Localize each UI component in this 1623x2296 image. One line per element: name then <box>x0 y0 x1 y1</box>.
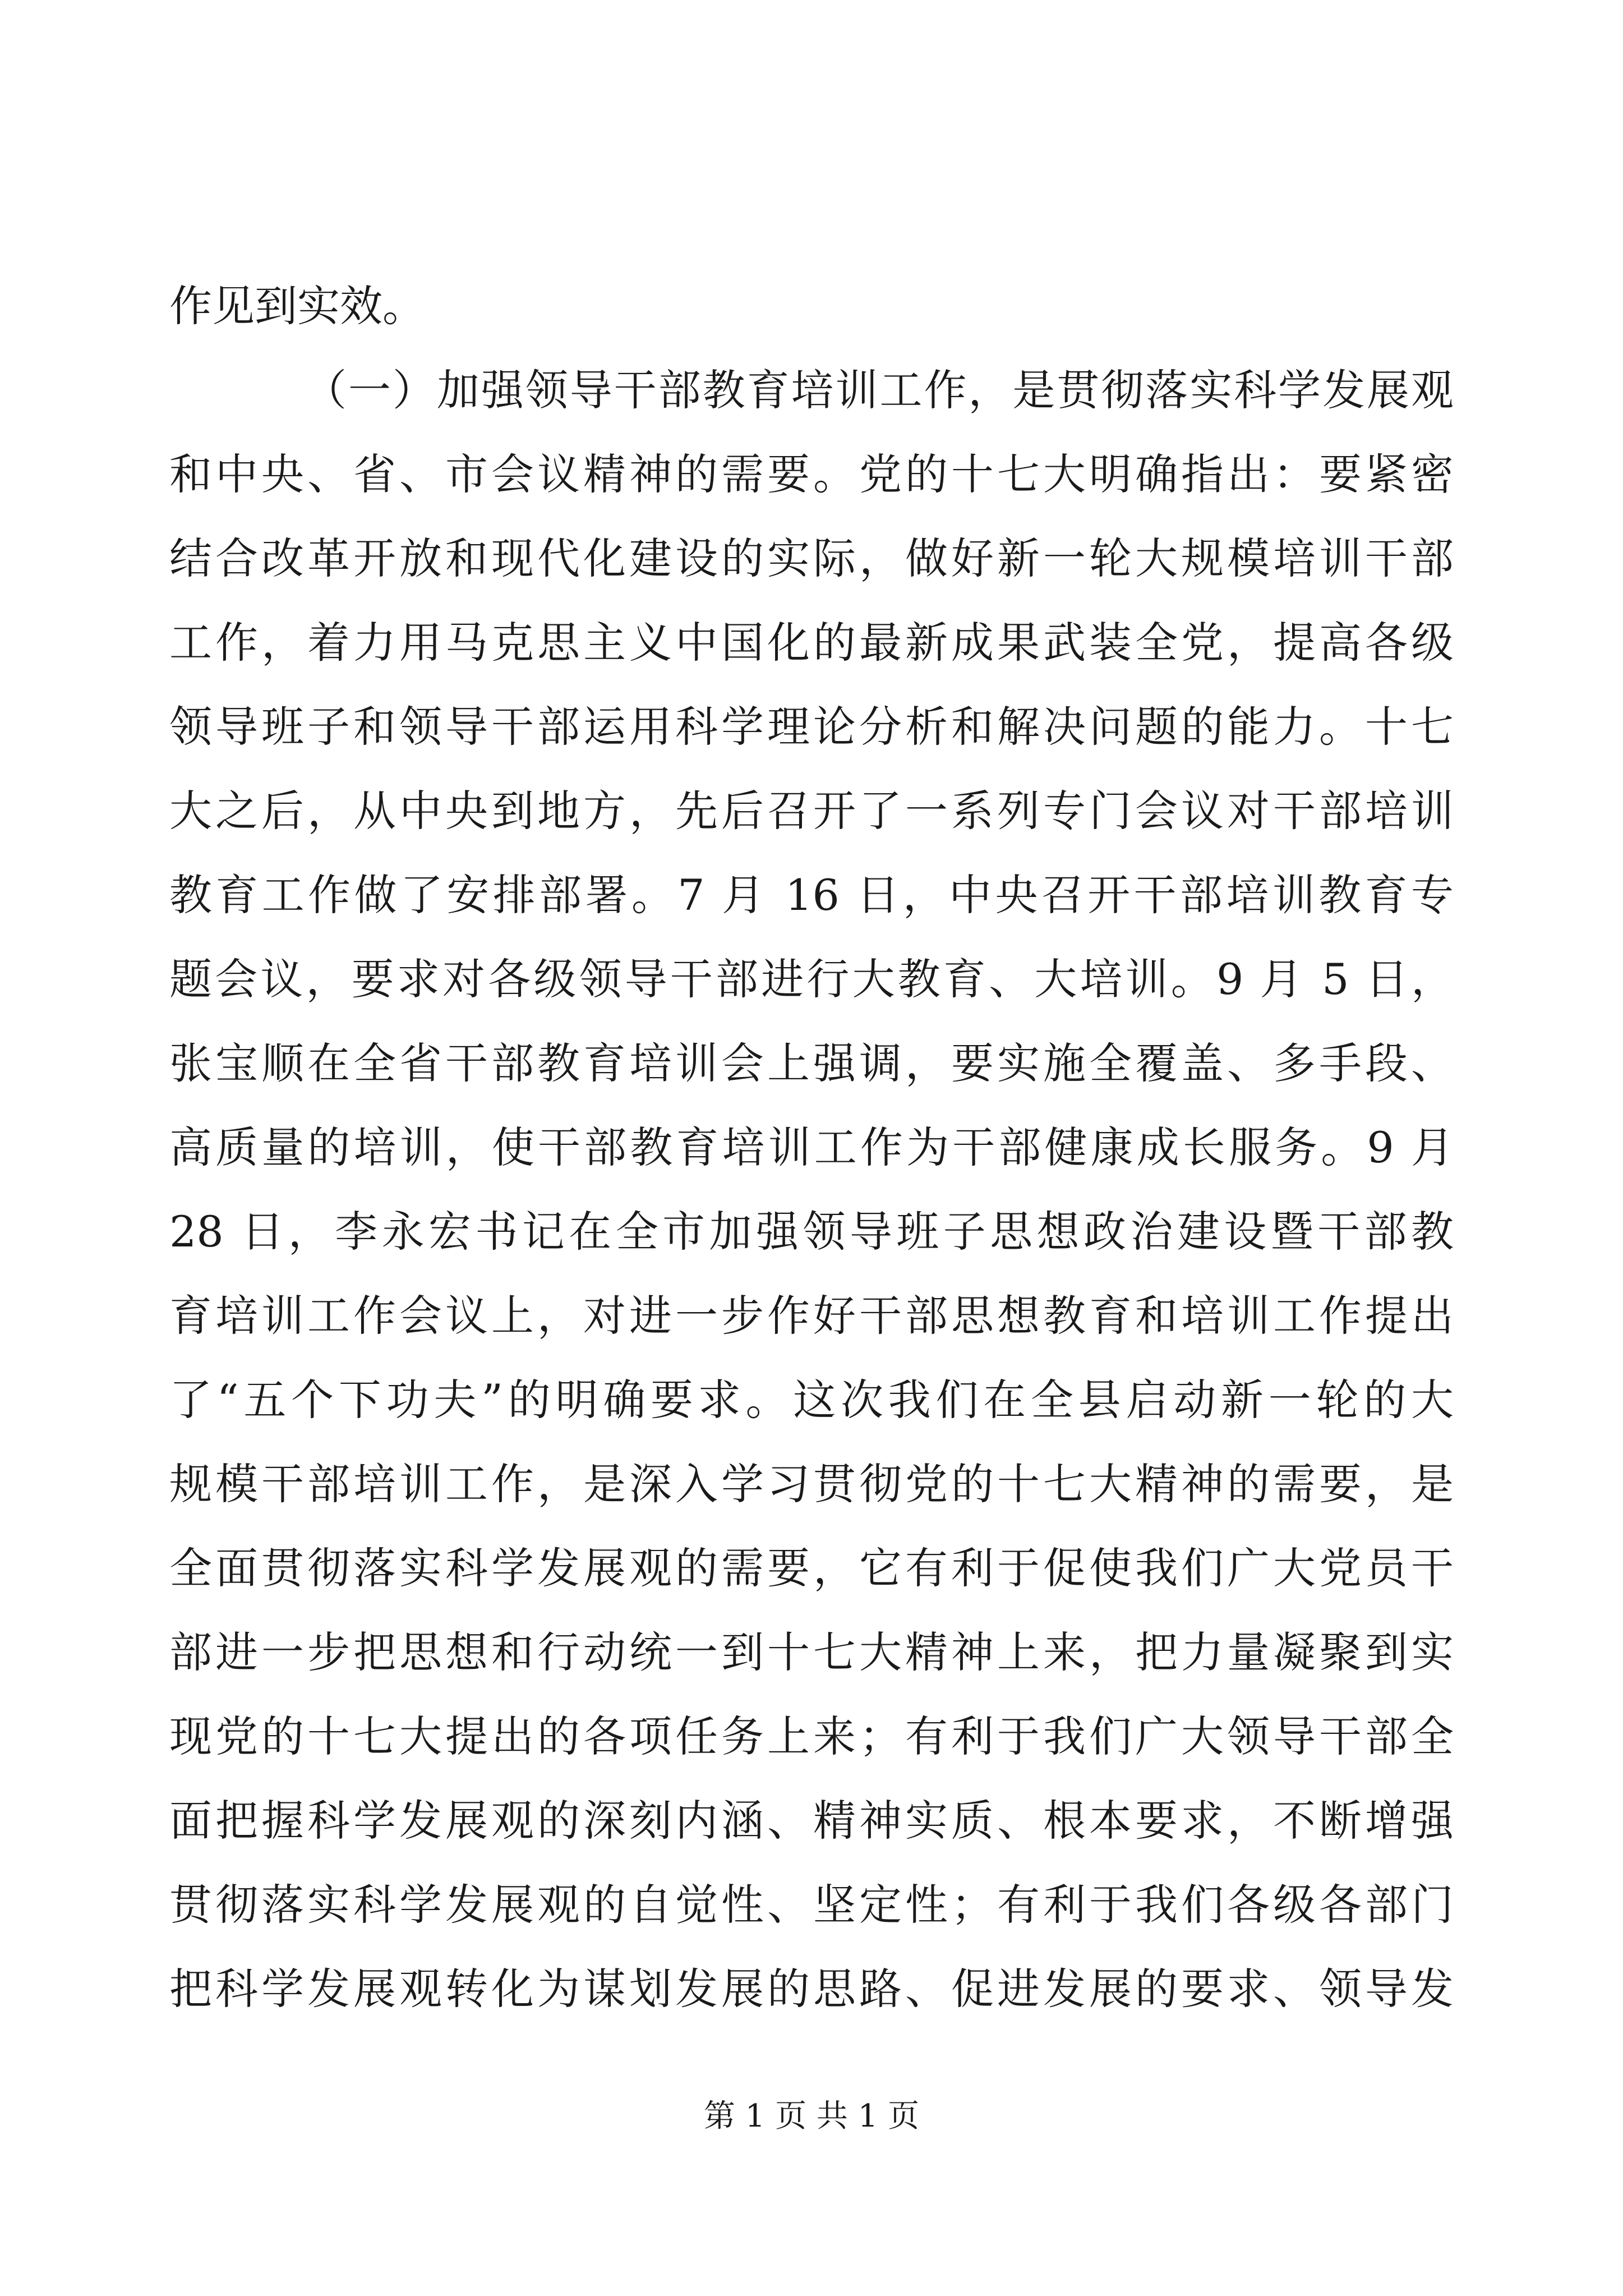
page-footer <box>0 2097 1623 2136</box>
page-number-label: 第 1 页 共 1 页 <box>703 2098 920 2134</box>
text-line: 工作，着力用马克思主义中国化的最新成果武装全党，提高各级 <box>169 618 1454 668</box>
text-line: 规模干部培训工作，是深入学习贯彻党的十七大精神的需要，是 <box>169 1459 1454 1509</box>
text-line: 大之后，从中央到地方，先后召开了一系列专门会议对干部培训 <box>169 786 1454 836</box>
text-line: 教育工作做了安排部署。7 月 16 日，中央召开干部培训教育专 <box>169 870 1454 920</box>
text-line: 部进一步把思想和行动统一到十七大精神上来，把力量凝聚到实 <box>169 1627 1454 1677</box>
text-line: 把科学发展观转化为谋划发展的思路、促进发展的要求、领导发 <box>169 1964 1454 2014</box>
text-line: 作见到实效。 <box>169 281 425 331</box>
text-line: 面把握科学发展观的深刻内涵、精神实质、根本要求，不断增强 <box>169 1796 1454 1846</box>
text-line: 贯彻落实科学发展观的自觉性、坚定性；有利于我们各级各部门 <box>169 1880 1454 1930</box>
text-line: 结合改革开放和现代化建设的实际，做好新一轮大规模培训干部 <box>169 533 1454 583</box>
text-line: 题会议，要求对各级领导干部进行大教育、大培训。9 月 5 日， <box>169 954 1454 1004</box>
text-line: 和中央、省、市会议精神的需要。党的十七大明确指出：要紧密 <box>169 449 1454 499</box>
text-line: 张宝顺在全省干部教育培训会上强调，要实施全覆盖、多手段、 <box>169 1038 1454 1088</box>
text-line: 现党的十七大提出的各项任务上来；有利于我们广大领导干部全 <box>169 1711 1454 1761</box>
paragraph-heading-line: （一）加强领导干部教育培训工作，是贯彻落实科学发展观 <box>304 365 1454 415</box>
text-line: 育培训工作会议上，对进一步作好干部思想教育和培训工作提出 <box>169 1291 1454 1341</box>
text-line: 28 日，李永宏书记在全市加强领导班子思想政治建设暨干部教 <box>169 1207 1454 1257</box>
text-line: 全面贯彻落实科学发展观的需要，它有利于促使我们广大党员干 <box>169 1543 1454 1593</box>
body-text <box>169 264 1454 2031</box>
text-line: 领导班子和领导干部运用科学理论分析和解决问题的能力。十七 <box>169 702 1454 752</box>
text-line: 高质量的培训，使干部教育培训工作为干部健康成长服务。9 月 <box>169 1122 1454 1172</box>
text-line: 了“五个下功夫”的明确要求。这次我们在全县启动新一轮的大 <box>169 1375 1454 1425</box>
